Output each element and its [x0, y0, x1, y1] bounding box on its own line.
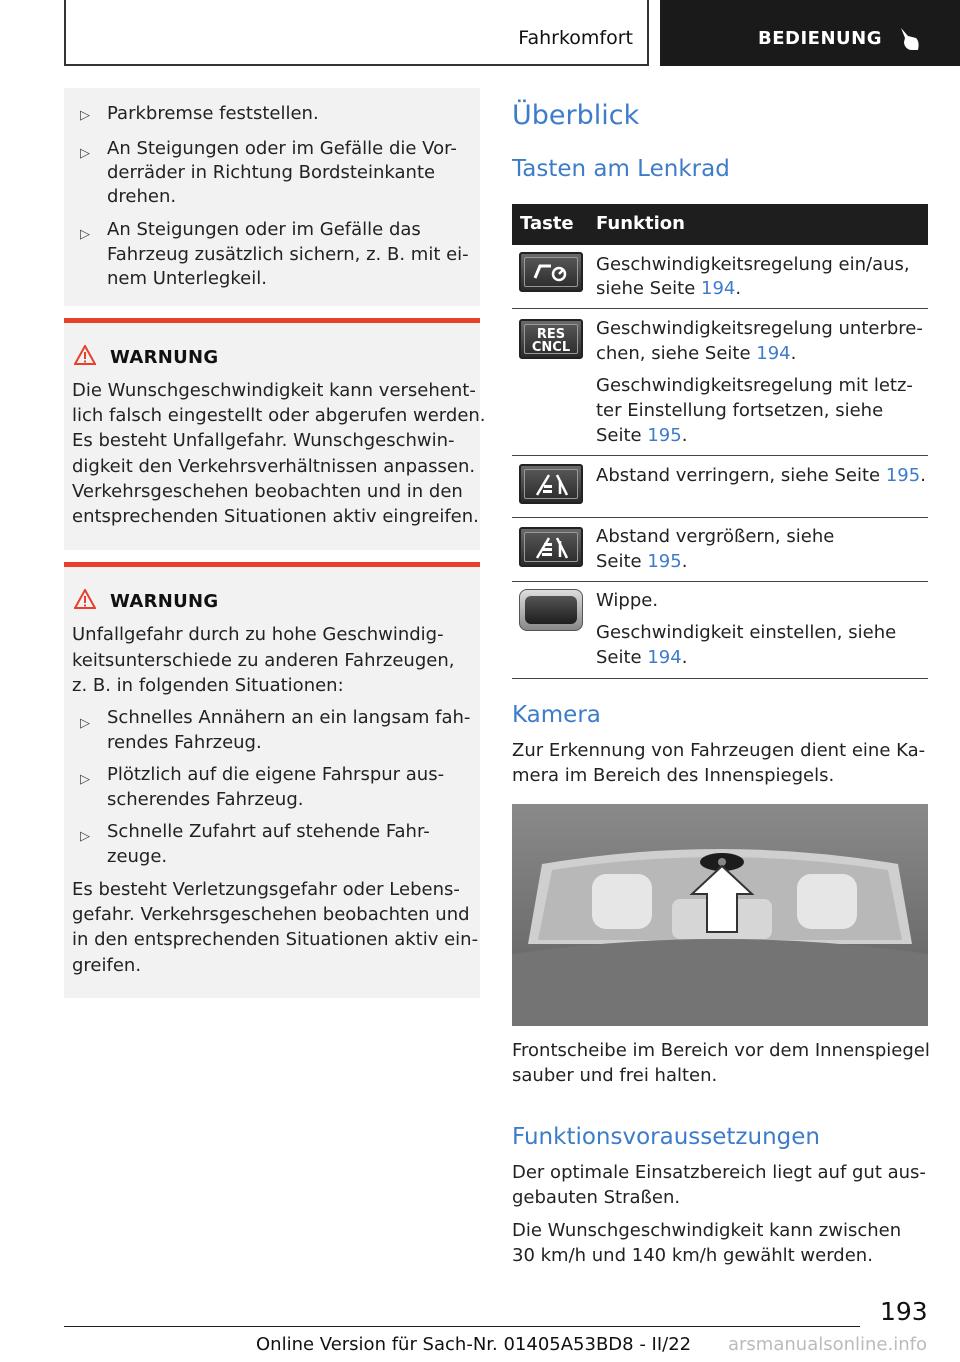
distance-decrease-icon [535, 472, 569, 498]
warning-title: WARNUNG [110, 347, 219, 368]
table-cell-function: siehe Seite 194. [596, 278, 742, 299]
car-interior-illustration [512, 804, 928, 1026]
bullet-triangle-icon: ▷ [80, 108, 90, 123]
header-section-title: Fahrkomfort [518, 27, 633, 49]
bullet-text: scherendes Fahrzeug. [107, 789, 304, 810]
warning-text: Es besteht Verletzungsgefahr oder Lebens- [72, 879, 460, 900]
cncl-label: CNCL [531, 340, 571, 355]
bullet-text: nem Unterlegkeil. [107, 268, 267, 289]
warning-text: gefahr. Verkehrsgeschehen beobachten und [72, 904, 470, 925]
bullet-text: Fahrzeug zusätzlich sichern, z. B. mit ei- [107, 244, 469, 265]
warning-text: in den entsprechenden Situationen aktiv ein- [72, 929, 479, 950]
table-header-function: Funktion [596, 213, 685, 234]
bullet-text: An Steigungen oder im Gefälle die Vor- [107, 138, 457, 159]
page-link[interactable]: 194 [647, 647, 682, 668]
rocker-switch-icon [525, 596, 577, 624]
warning-text: Unfallgefahr durch zu hohe Geschwindig- [72, 624, 444, 645]
page-link[interactable]: 194 [701, 278, 736, 299]
page-link[interactable]: 195 [647, 425, 682, 446]
table-cell-function: Seite 195. [596, 551, 688, 572]
warning-text: Verkehrsgeschehen beobachten und in den [72, 481, 463, 502]
table-cell-function: ter Einstellung fortsetzen, siehe [596, 400, 884, 421]
distance-increase-icon [535, 535, 569, 561]
table-cell-function: Geschwindigkeit einstellen, siehe [596, 622, 897, 643]
header-chapter-box [660, 0, 960, 66]
table-cell-function: Wippe. [596, 590, 659, 611]
warning-text: greifen. [72, 955, 142, 976]
warning-text: z. B. in folgenden Situationen: [72, 675, 344, 696]
subsection-heading: Kamera [512, 702, 601, 728]
warning-title: WARNUNG [110, 591, 219, 612]
page-number: 193 [880, 1297, 928, 1326]
page-link[interactable]: 195 [647, 551, 682, 572]
res-label: RES [536, 327, 566, 342]
footer-divider [64, 1326, 860, 1327]
warning-text: lich falsch eingestellt oder abgerufen werden. [72, 405, 486, 426]
table-row-divider [512, 581, 928, 582]
warning-text: keitsunterschiede zu anderen Fahrzeugen, [72, 650, 455, 671]
bullet-text: An Steigungen oder im Gefälle das [107, 219, 421, 240]
warning-triangle-icon [74, 345, 96, 365]
bullet-text: Parkbremse feststellen. [107, 103, 319, 124]
body-text: 30 km/h und 140 km/h gewählt werden. [512, 1245, 873, 1266]
cruise-control-icon [531, 260, 571, 284]
subsection-heading: Tasten am Lenkrad [512, 156, 730, 182]
bullet-text: Schnelles Annähern an ein langsam fah- [107, 707, 471, 728]
cruise-control-button [519, 252, 583, 292]
photo-caption: sauber und frei halten. [512, 1065, 718, 1086]
table-header-key: Taste [520, 213, 574, 234]
table-row-divider [512, 308, 928, 309]
bullet-triangle-icon: ▷ [80, 716, 90, 731]
bullet-triangle-icon: ▷ [80, 772, 90, 787]
bullet-text: Plötzlich auf die eigene Fahrspur aus- [107, 764, 445, 785]
table-header [512, 204, 928, 245]
table-row-divider [512, 517, 928, 518]
distance-increase-button [519, 527, 583, 567]
photo-caption: Frontscheibe im Bereich vor dem Innenspiegel [512, 1040, 930, 1061]
table-row-divider [512, 678, 928, 679]
warning-text: Die Wunschgeschwindigkeit kann versehent- [72, 380, 476, 401]
warning-text: digkeit den Verkehrsverhältnissen anpassen. [72, 456, 476, 477]
hand-pointer-icon [896, 26, 922, 52]
page-link[interactable]: 194 [756, 343, 791, 364]
bullet-triangle-icon: ▷ [80, 829, 90, 844]
body-text: Zur Erkennung von Fahrzeugen dient eine Ka- [512, 740, 926, 761]
table-cell-function: Seite 195. [596, 425, 688, 446]
distance-decrease-button [519, 464, 583, 504]
table-cell-function: Seite 194. [596, 647, 688, 668]
warning-text: entsprechenden Situationen aktiv eingreifen. [72, 506, 479, 527]
body-text: gebauten Straßen. [512, 1187, 681, 1208]
body-text: mera im Bereich des Innenspiegels. [512, 765, 835, 786]
body-text: Die Wunschgeschwindigkeit kann zwischen [512, 1220, 902, 1241]
subsection-heading: Funktionsvoraussetzungen [512, 1124, 820, 1150]
table-row-divider [512, 455, 928, 456]
bullet-text: rendes Fahrzeug. [107, 732, 262, 753]
section-heading: Überblick [512, 100, 640, 131]
table-cell-function: Abstand vergrößern, siehe [596, 526, 835, 547]
camera-location-photo [512, 804, 928, 1026]
rocker-switch [519, 589, 583, 631]
bullet-text: drehen. [107, 186, 177, 207]
table-cell-function: Geschwindigkeitsregelung unterbre- [596, 318, 923, 339]
table-cell-function: Abstand verringern, siehe Seite 195. [596, 465, 926, 486]
table-cell-function: chen, siehe Seite 194. [596, 343, 797, 364]
footer-watermark: arsmanualsonline.info [728, 1334, 927, 1355]
page-link[interactable]: 195 [885, 465, 921, 486]
bullet-triangle-icon: ▷ [80, 146, 90, 161]
header-section-box [64, 0, 649, 66]
table-cell-function: Geschwindigkeitsregelung ein/aus, [596, 254, 910, 275]
bullet-text: Schnelle Zufahrt auf stehende Fahr- [107, 821, 430, 842]
bullet-triangle-icon: ▷ [80, 227, 90, 242]
warning-triangle-icon [74, 589, 96, 609]
res-cncl-button [519, 319, 583, 359]
bullet-text: derräder in Richtung Bordsteinkante [107, 162, 436, 183]
header-chapter-title: BEDIENUNG [758, 28, 882, 49]
body-text: Der optimale Einsatzbereich liegt auf gut aus- [512, 1162, 926, 1183]
bullet-text: zeuge. [107, 846, 168, 867]
footer-online-version: Online Version für Sach-Nr. 01405A53BD8 - II/22 [256, 1334, 692, 1355]
warning-text: Es besteht Unfallgefahr. Wunschgeschwin- [72, 430, 455, 451]
table-cell-function: Geschwindigkeitsregelung mit letz- [596, 375, 913, 396]
